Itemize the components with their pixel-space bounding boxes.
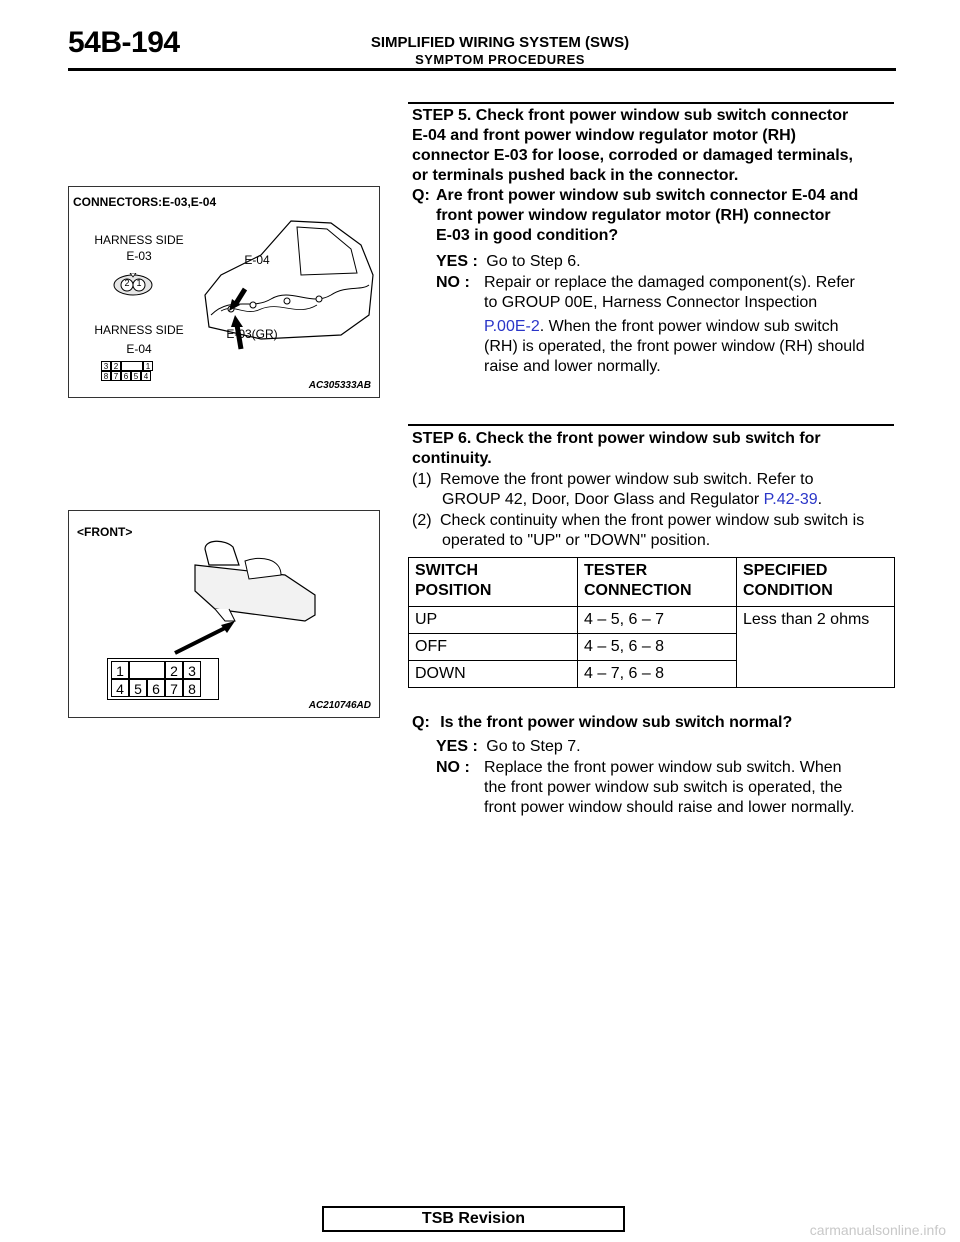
step6-item1 <box>412 470 902 510</box>
pin-e03: 1 <box>136 278 142 288</box>
callout-e03: E-03(GR) <box>226 327 278 341</box>
no-line: (RH) is operated, the front power window (RH) should <box>484 338 865 355</box>
pin: 5 <box>129 679 147 697</box>
heading-line: or terminals pushed back in the connector. <box>412 167 739 184</box>
pin: 8 <box>101 371 111 381</box>
question-text <box>436 186 902 246</box>
yes-text: Go to Step 7. <box>486 738 581 755</box>
no-line-text: . When the front power window sub switch <box>539 318 839 335</box>
item-line-end: . <box>817 491 823 508</box>
table-header-row <box>409 558 895 607</box>
table-header: SPECIFIED CONDITION <box>737 558 895 607</box>
harness-side-label: HARNESS SIDE <box>94 323 184 337</box>
step6-yes <box>436 737 581 757</box>
pin: 4 <box>111 679 129 697</box>
no-text <box>484 273 902 377</box>
no-line: Repair or replace the damaged component(s). Refer <box>484 274 855 291</box>
step6-question <box>412 713 902 733</box>
pin: 3 <box>101 361 111 371</box>
ref-link[interactable]: P.00E-2 <box>484 318 540 335</box>
figure-code: AC305333AB <box>308 380 371 391</box>
step5-heading <box>412 106 902 186</box>
no-line: front power window should raise and lower normally. <box>484 799 855 816</box>
callout-e04: E-04 <box>244 253 270 267</box>
switch-figure <box>68 510 380 718</box>
connector-e04-label: E-04 <box>126 342 152 356</box>
continuity-table <box>408 557 895 688</box>
table-cell: 4 – 5, 6 – 8 <box>578 634 737 661</box>
table-header: TESTER CONNECTION <box>578 558 737 607</box>
table-row <box>409 607 895 634</box>
no-line: Replace the front power window sub switch. When <box>484 759 842 776</box>
step-rule <box>408 102 894 104</box>
figure-label: CONNECTORS:E-03,E-04 <box>73 195 217 209</box>
connector-figure <box>68 186 380 398</box>
no-line: raise and lower normally. <box>484 358 661 375</box>
item-line-text: GROUP 42, Door, Door Glass and Regulator <box>442 491 760 508</box>
item-line: Check continuity when the front power window sub switch is <box>440 512 865 529</box>
header-rule <box>68 68 896 71</box>
switch-connector-icon <box>107 658 219 700</box>
table-cell: 4 – 5, 6 – 7 <box>578 607 737 634</box>
item-text <box>440 511 902 551</box>
connector-e04-icon <box>101 361 163 383</box>
table-cell: UP <box>409 607 578 634</box>
heading-line: STEP 6. Check the front power window sub switch for <box>412 430 821 447</box>
table-cell-condition: Less than 2 ohms <box>737 607 895 688</box>
table-cell: 4 – 7, 6 – 8 <box>578 661 737 688</box>
pin: 3 <box>183 661 201 679</box>
question-text: Is the front power window sub switch normal? <box>440 714 793 731</box>
pin: 6 <box>121 371 131 381</box>
section-title: SIMPLIFIED WIRING SYSTEM (SWS) <box>370 34 630 51</box>
watermark: carmanualsonline.info <box>809 1222 946 1238</box>
pin-key <box>121 361 143 371</box>
tsb-revision-box: TSB Revision <box>322 1206 625 1232</box>
yes-label: YES : <box>436 253 478 270</box>
pin: 1 <box>111 661 129 679</box>
heading-line: connector E-03 for loose, corroded or damaged terminals, <box>412 147 853 164</box>
question-line: E-03 in good condition? <box>436 227 619 244</box>
item-line: operated to "UP" or "DOWN" position. <box>442 532 711 549</box>
figure-code: AC210746AD <box>308 700 371 711</box>
no-label: NO : <box>436 759 470 776</box>
question-label: Q: <box>412 714 430 731</box>
item-line <box>442 490 902 510</box>
pin: 8 <box>183 679 201 697</box>
pin: 1 <box>143 361 153 371</box>
item-text <box>440 470 902 510</box>
no-line <box>484 317 902 337</box>
no-label: NO : <box>436 274 470 291</box>
heading-line: continuity. <box>412 450 492 467</box>
step-rule <box>408 424 894 426</box>
connector-e03-icon <box>113 273 153 297</box>
step5-yes <box>436 252 581 272</box>
pin: 6 <box>147 679 165 697</box>
step5-no <box>436 273 902 377</box>
table-header: SWITCH POSITION <box>409 558 578 607</box>
pin: 5 <box>131 371 141 381</box>
harness-side-label: HARNESS SIDE <box>94 233 184 247</box>
no-text <box>484 758 902 818</box>
section-subtitle: SYMPTOM PROCEDURES <box>415 52 585 67</box>
question-line: front power window regulator motor (RH) connector <box>436 207 831 224</box>
no-line: the front power window sub switch is operated, the <box>484 779 843 796</box>
heading-line: STEP 5. Check front power window sub switch connector <box>412 107 849 124</box>
item-line: Remove the front power window sub switch. Refer to <box>440 471 814 488</box>
pin-key <box>129 661 165 679</box>
page-number: 54B-194 <box>68 26 180 59</box>
item-number: (2) <box>412 512 432 529</box>
step6-no <box>436 758 902 818</box>
step5-question <box>412 186 902 246</box>
pin: 7 <box>165 679 183 697</box>
yes-label: YES : <box>436 738 478 755</box>
pin-e03: 2 <box>124 278 130 288</box>
switch-illustration <box>165 535 335 655</box>
question-line: Are front power window sub switch connector E-04 and <box>436 187 859 204</box>
question-label: Q: <box>412 187 430 204</box>
pin: 7 <box>111 371 121 381</box>
connector-e03-label: E-03 <box>126 249 152 263</box>
yes-text: Go to Step 6. <box>486 253 581 270</box>
heading-line: E-04 and front power window regulator motor (RH) <box>412 127 796 144</box>
step6-item2 <box>412 511 902 551</box>
figure-label: <FRONT> <box>77 525 133 539</box>
table-cell: OFF <box>409 634 578 661</box>
pin: 4 <box>141 371 151 381</box>
pin: 2 <box>165 661 183 679</box>
step6-heading <box>412 429 902 469</box>
pin: 2 <box>111 361 121 371</box>
table-cell: DOWN <box>409 661 578 688</box>
item-number: (1) <box>412 471 432 488</box>
ref-link[interactable]: P.42-39 <box>763 491 818 508</box>
no-line: to GROUP 00E, Harness Connector Inspection <box>484 294 818 311</box>
